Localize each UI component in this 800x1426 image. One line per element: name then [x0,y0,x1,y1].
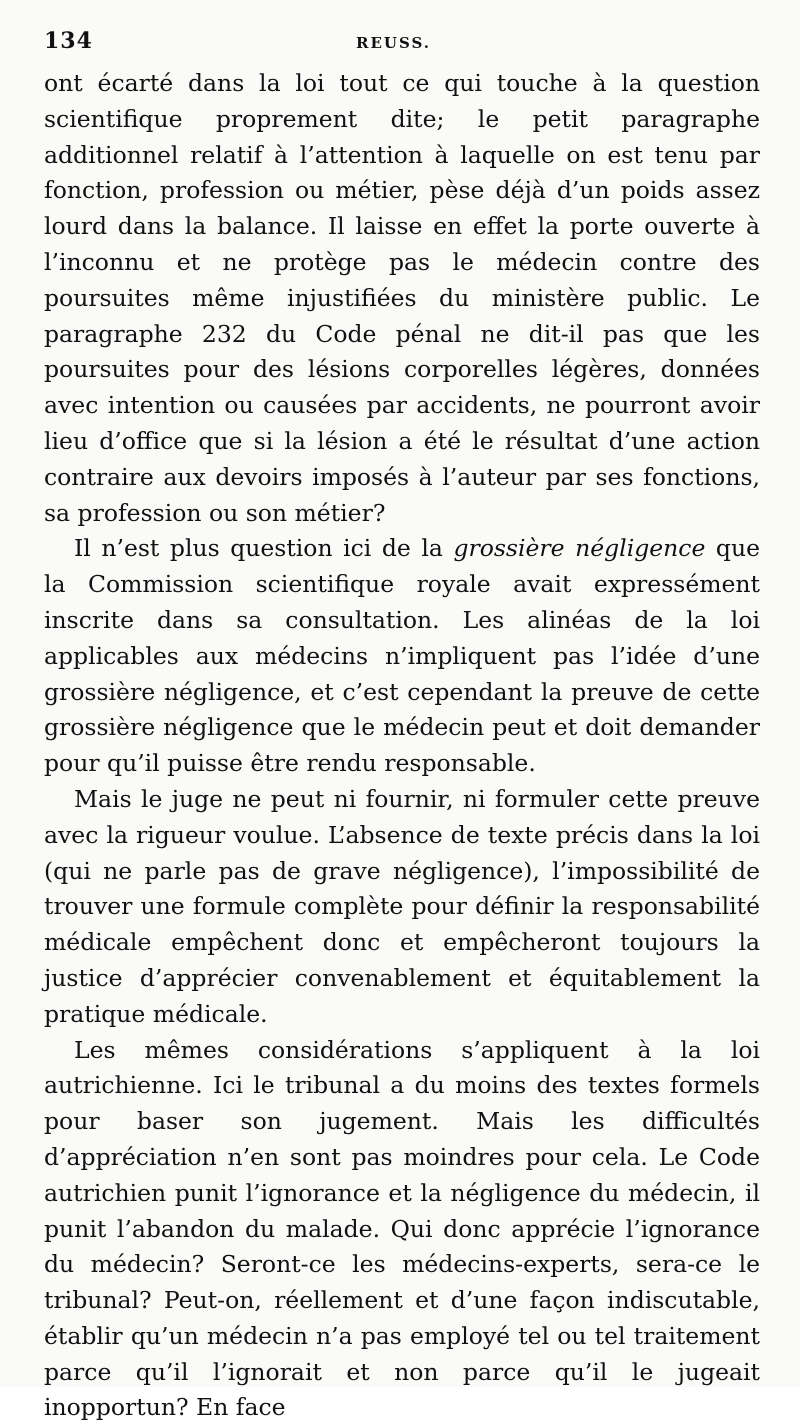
paragraph-2-before: Il n’est plus question ici de la [74,534,454,563]
paragraph-3: Mais le juge ne peut ni fournir, ni formuler cette preuve avec la rigueur voulue. L’absence de texte précis dans la loi (qui ne parle pas de grave négligence), l’impossibilité de trouver une formule complète pour définir la responsabilité médicale empêchent donc et empêcheront toujours la justice d’apprécier convenablement et équitablement la pratique médicale. [44,784,760,1028]
paragraph-2-emphasis: grossière négligence [453,534,706,563]
paragraph-2-after: que la Commission scientifique royale avait expressément inscrite dans sa consultation. Les alinéas de la loi applicables aux médecins n’impliquent pas l’idée d’une grossière négligence, et c’est cependant la preuve de cette grossière négligence que le médecin peut et doit demander pour qu’il puisse être rendu responsable. [44,534,761,778]
paragraph-2 [44,531,760,782]
page-number: 134 [44,28,93,54]
body-text [44,66,760,1426]
paragraph-1: ont écarté dans la loi tout ce qui touche à la question scientifique proprement dite; le petit paragraphe additionnel relatif à l’attention à laquelle on est tenu par fonction, profession ou métier, pèse déjà d’un poids assez lourd dans la balance. Il laisse en effet la porte ouverte à l’inconnu et ne protège pas le médecin contre des poursuites même injustifiées du ministère public. Le paragraphe 232 du Code pénal ne dit-il pas que les poursuites pour des lésions corporelles légères, données avec intention ou causées par accidents, ne pourront avoir lieu d’office que si la lésion a été le résultat d’une action contraire aux devoirs imposés à l’auteur par ses fonctions, sa profession ou son métier? [44,69,760,527]
running-head-title: REUSS. [356,34,432,52]
running-head [44,28,760,66]
paragraph-4: Les mêmes considérations s’appliquent à la loi autrichienne. Ici le tribunal a du moins des textes formels pour baser son jugement. Mais les difficultés d’appréciation n’en sont pas moindres pour cela. Le Code autrichien punit l’ignorance et la négligence du médecin, il punit l’abandon du malade. Qui donc apprécie l’ignorance du médecin? Seront-ce les médecins-experts, sera-ce le tribunal? Peut-on, réellement et d’une façon indiscutable, établir qu’un médecin n’a pas employé tel ou tel traitement parce qu’il l’ignorait et non parce qu’il le jugeait inopportun? En face [44,1035,760,1422]
